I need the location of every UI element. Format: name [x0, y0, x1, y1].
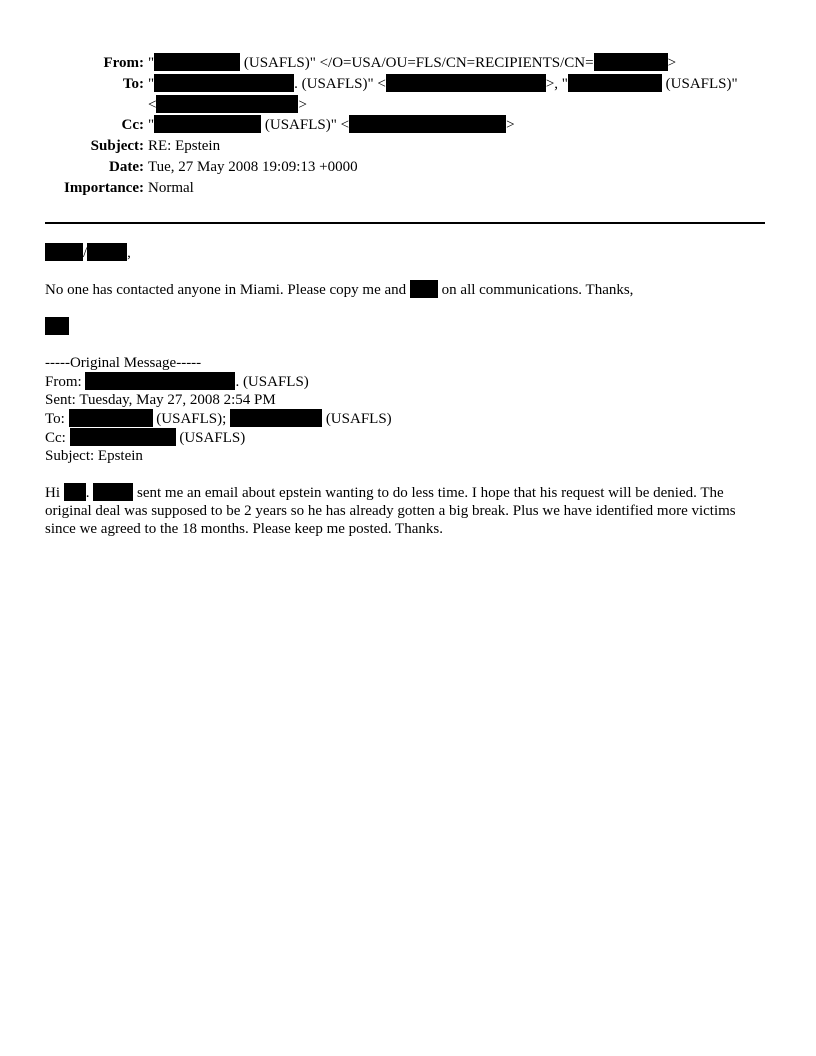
signature: [45, 317, 769, 336]
to-mid-text-3: (USAFLS)": [661, 76, 738, 92]
original-to-label: To:: [45, 411, 69, 427]
para-hi: Hi: [45, 485, 64, 501]
original-separator: -----Original Message-----: [45, 355, 202, 371]
redaction-block: [45, 243, 83, 261]
cc-label: Cc:: [121, 117, 144, 133]
from-quote: ": [148, 55, 155, 71]
redaction-block: [64, 483, 86, 501]
original-from-suffix: . (USAFLS): [235, 374, 309, 390]
importance-row: [0, 178, 816, 199]
to-value: [148, 74, 738, 95]
redaction-block: [410, 280, 438, 298]
original-to-mid: (USAFLS);: [152, 411, 231, 427]
from-value: [148, 53, 676, 74]
para-dot: .: [85, 485, 94, 501]
original-to-suffix: (USAFLS): [322, 411, 392, 427]
redaction-block: [45, 317, 69, 335]
original-cc-suffix: (USAFLS): [175, 430, 246, 446]
original-from: [45, 372, 769, 391]
from-row: [0, 53, 816, 74]
email-header: [0, 53, 816, 199]
subject-row: [0, 136, 816, 157]
reply-text-a: No one has contacted anyone in Miami. Please copy me and: [45, 282, 410, 298]
cc-quote: ": [148, 117, 155, 133]
original-from-label: From:: [45, 374, 86, 390]
reply-text-b: on all communications. Thanks,: [437, 282, 634, 298]
redaction-block: [93, 483, 133, 501]
para-text: sent me an email about epstein wanting to do less time. I hope that his request will be denied. The original deal was supposed to be 2 years so he has already gotten a big break. Plus we have identified more victims since we agreed to the 18 months. Please keep me posted. Thanks.: [45, 485, 736, 537]
redaction-block: [69, 409, 153, 427]
to-label: To:: [122, 76, 144, 92]
greeting-end: ,: [127, 245, 131, 261]
redaction-block: [349, 115, 506, 133]
original-cc: [45, 428, 769, 447]
date-value: Tue, 27 May 2008 19:09:13 +0000: [148, 159, 358, 175]
original-subject: Subject: Epstein: [45, 448, 143, 464]
greeting: [45, 243, 769, 262]
redaction-block: [70, 428, 176, 446]
subject-label: Subject:: [90, 138, 144, 154]
to-cont-end: >: [298, 97, 307, 113]
email-body: [45, 243, 769, 538]
cc-mid-text: (USAFLS)" <: [261, 117, 350, 133]
original-to: [45, 409, 769, 428]
to-value-continued: [148, 95, 307, 114]
redaction-block: [154, 53, 240, 71]
to-mid-text-2: >, ": [545, 76, 568, 92]
reply-line: [45, 280, 769, 299]
cc-row: [0, 115, 816, 136]
redaction-block: [230, 409, 322, 427]
greeting-separator: /: [83, 245, 88, 261]
from-mid-text: (USAFLS)" </O=USA/OU=FLS/CN=RECIPIENTS/CN=: [240, 55, 594, 71]
from-label: From:: [103, 55, 144, 71]
to-mid-text: . (USAFLS)" <: [294, 76, 386, 92]
original-cc-label: Cc:: [45, 430, 70, 446]
cc-end-text: >: [506, 117, 515, 133]
cc-value: [148, 115, 515, 136]
redaction-block: [568, 74, 662, 92]
redaction-block: [154, 74, 294, 92]
original-message-text: [45, 483, 769, 538]
subject-value: RE: Epstein: [148, 138, 221, 154]
importance-value: Normal: [148, 180, 194, 196]
redaction-block: [594, 53, 668, 71]
to-row-continued: [0, 95, 816, 113]
to-quote: ": [148, 76, 155, 92]
original-sent: Sent: Tuesday, May 27, 2008 2:54 PM: [45, 392, 276, 408]
date-row: [0, 157, 816, 178]
redaction-block: [85, 372, 235, 390]
importance-label: Importance:: [64, 180, 144, 196]
header-divider: [45, 222, 765, 224]
redaction-block: [154, 115, 261, 133]
to-row: [0, 74, 816, 95]
to-cont-start: <: [148, 97, 157, 113]
redaction-block: [87, 243, 127, 261]
from-end-text: >: [667, 55, 677, 71]
date-label: Date:: [109, 159, 144, 175]
redaction-block: [386, 74, 546, 92]
redaction-block: [156, 95, 298, 113]
